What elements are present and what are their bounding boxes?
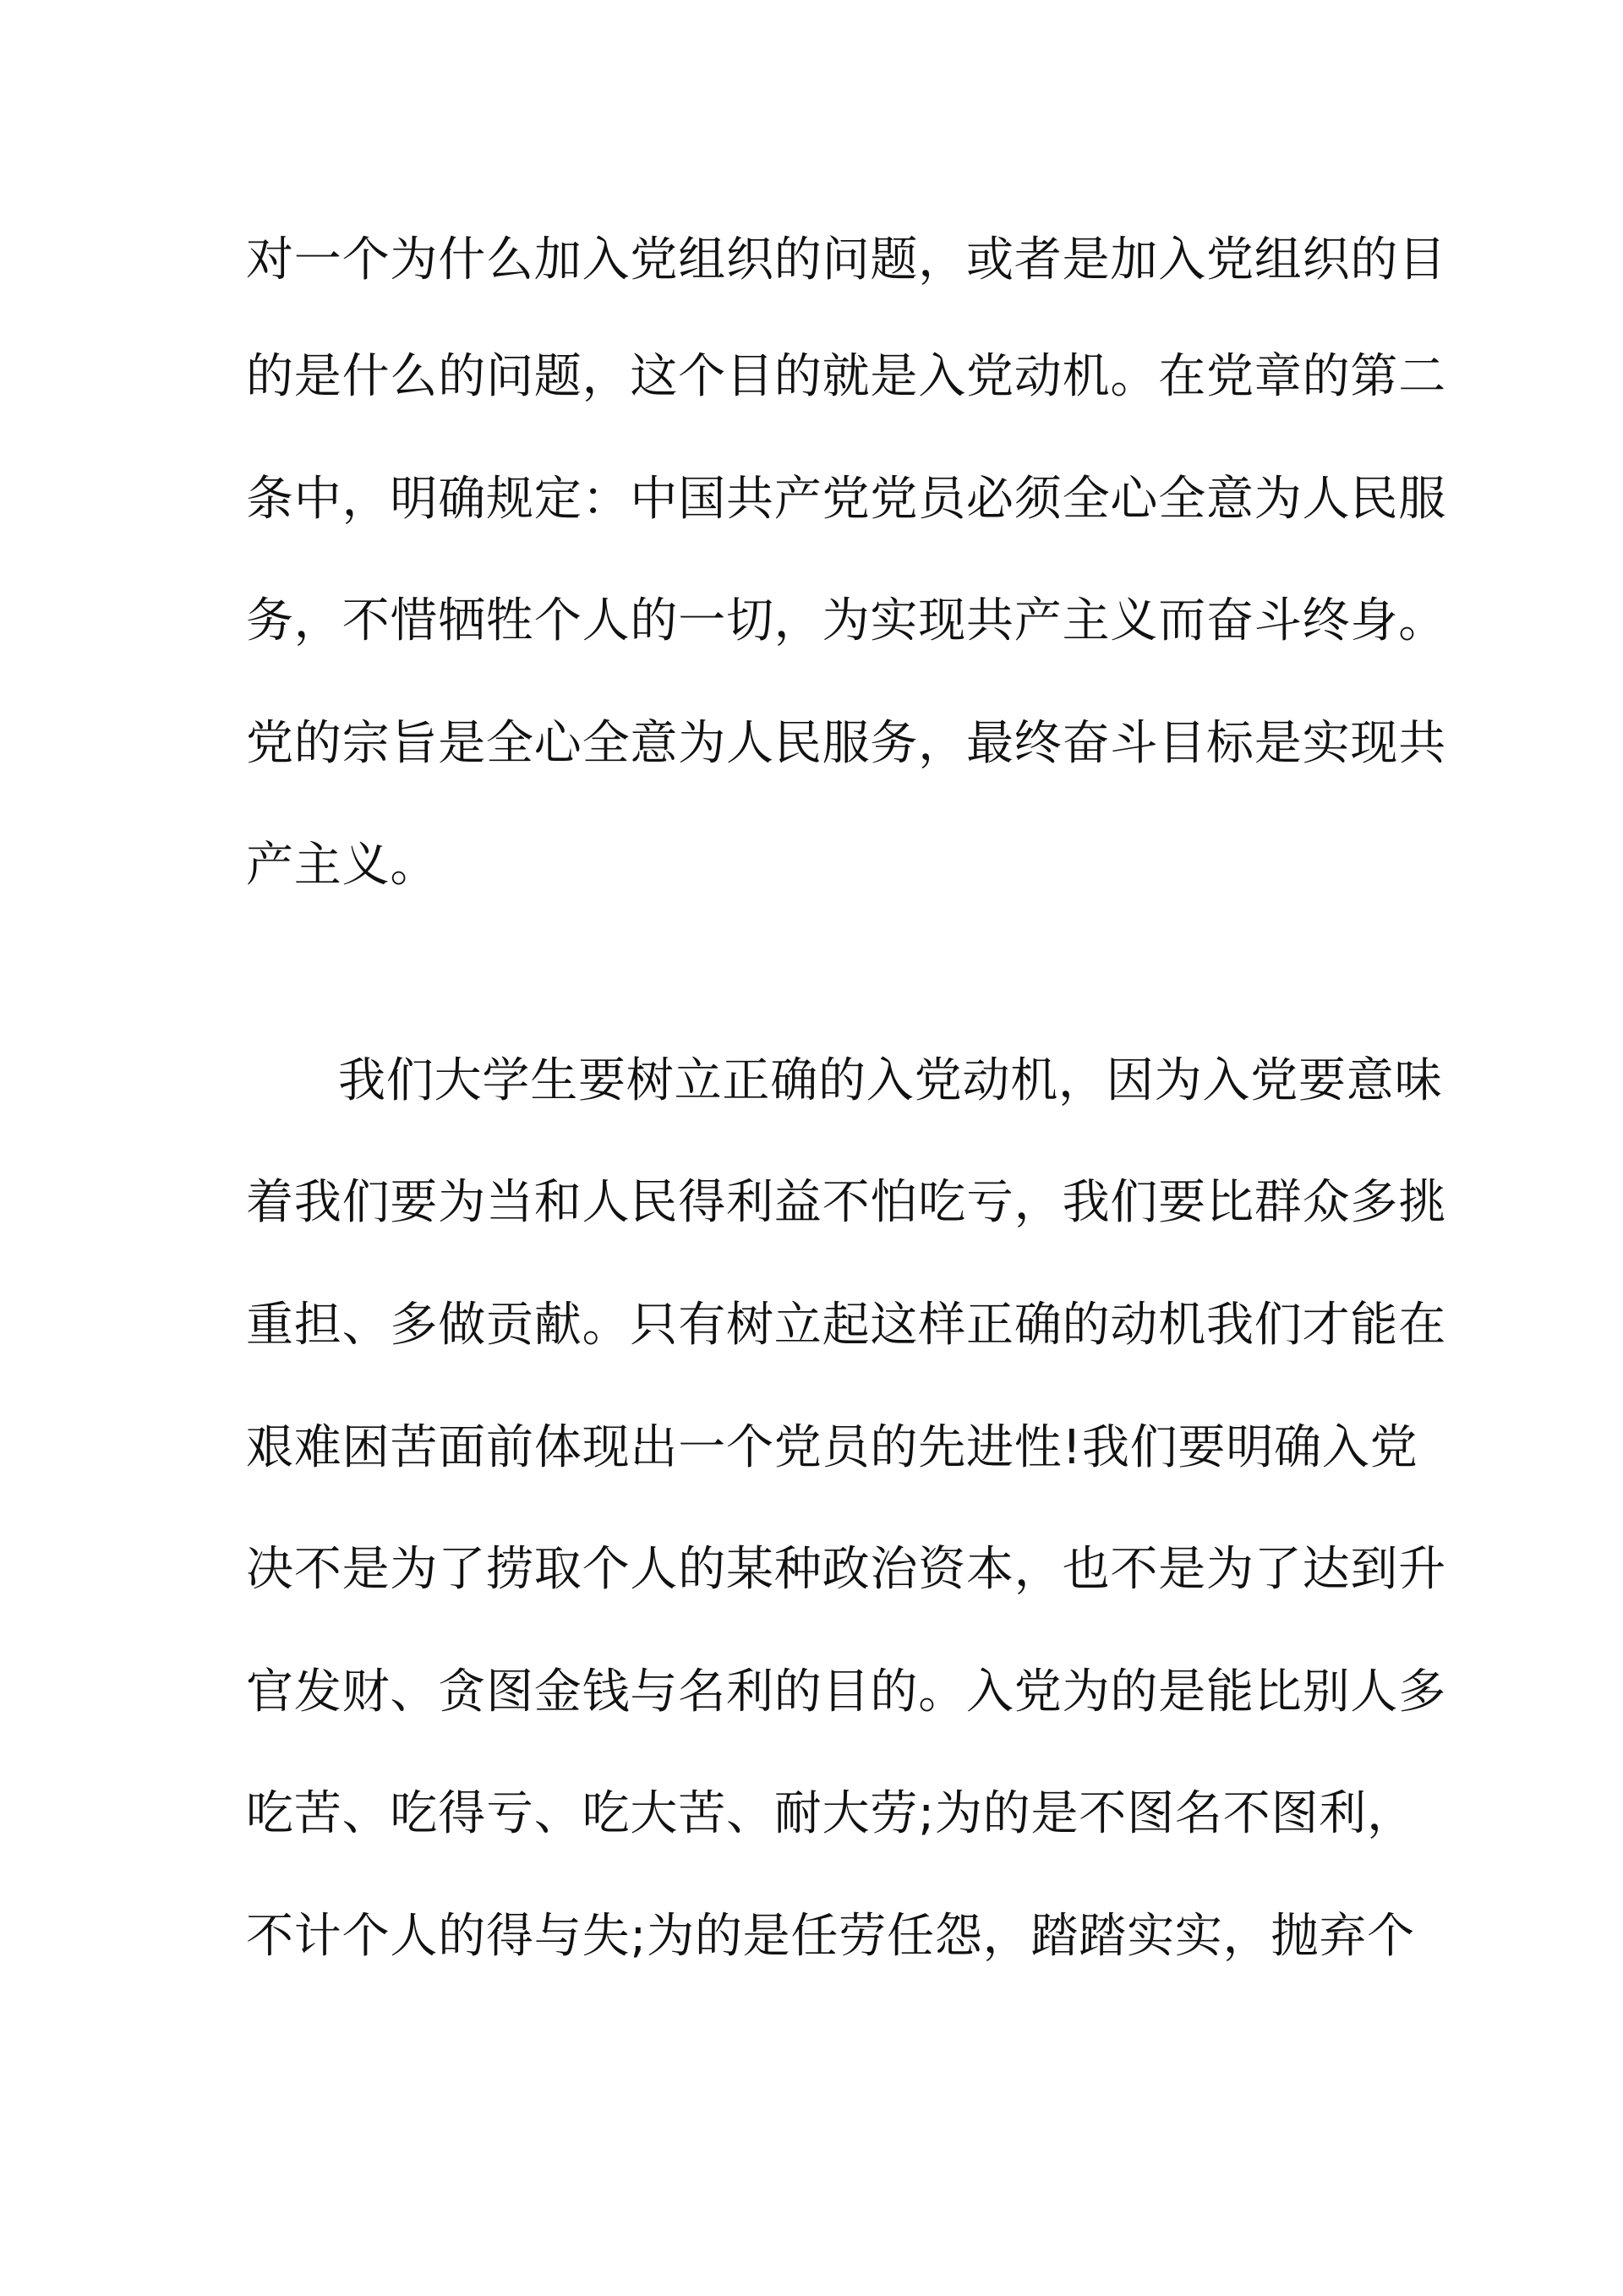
paragraph-1-line-2: 的是什么的问题，这个目的就是入党动机。在党章的第二 — [246, 349, 1446, 404]
paragraph-2-line-2: 着我们要为当和人民得利益不怕吃亏，我们要比群众多挑 — [246, 1175, 1446, 1230]
paragraph-1-line-4: 务，不惜牺牲个人的一切，为实现共产主义而奋斗终身。 — [246, 593, 1446, 648]
paragraph-1-line-3: 条中，明确规定：中国共产党党员必须全心全意为人民服 — [246, 472, 1446, 527]
paragraph-2-line-4: 艰难困苦面前体现出一个党员的先进性!我们要明确入党 — [246, 1420, 1418, 1475]
paragraph-2-line-1: 我们大学生要树立正确的入党动机，因为入党要意味 — [338, 1053, 1443, 1108]
paragraph-2-line-3: 重担、多做贡献。只有树立起这样正确的动机我们才能在 — [246, 1298, 1446, 1353]
paragraph-1-line-6: 产主义。 — [246, 838, 439, 893]
paragraph-1-line-1: 对一个为什么加入党组织的问题，或者是加入党组织的目 — [246, 232, 1446, 287]
paragraph-2-line-6: 官发财、贪图金钱与名利的目的。入党为的是能比别人多 — [246, 1665, 1446, 1719]
paragraph-1-line-5: 党的宗旨是全心全意为人民服务，最终奋斗目标是实现共 — [246, 716, 1446, 771]
paragraph-2-line-8: 不计个人的得与失;为的是任劳任怨，踏踏实实，抛弃个 — [246, 1909, 1415, 1964]
paragraph-2-line-7: 吃苦、吃得亏、吃大苦、耐大劳;为的是不图名不图利， — [246, 1786, 1415, 1841]
paragraph-2-line-5: 决不是为了捞取个人的某种政治资本，也不是为了达到升 — [246, 1542, 1446, 1597]
